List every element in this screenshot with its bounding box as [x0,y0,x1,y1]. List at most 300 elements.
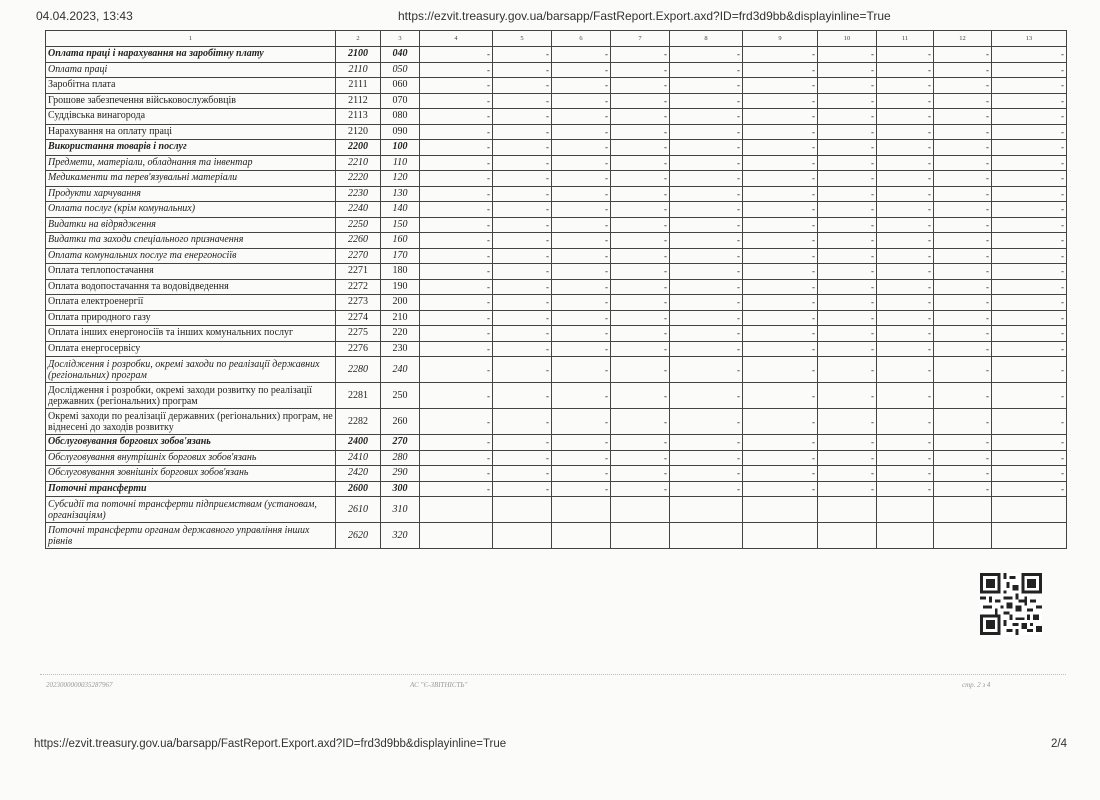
row-code: 060 [381,78,420,94]
value-cell: - [493,171,552,187]
column-number-8: 8 [670,31,743,47]
value-cell: - [934,481,992,497]
value-cell: - [670,140,743,156]
value-cell: - [992,78,1067,94]
row-code: 170 [381,248,420,264]
value-cell: - [611,383,670,409]
value-cell: - [818,124,877,140]
value-cell: - [670,248,743,264]
kekv-code: 2110 [336,62,381,78]
value-cell: - [552,357,611,383]
value-cell: - [493,450,552,466]
value-cell: - [934,124,992,140]
table-row [46,450,1067,466]
value-cell: - [493,295,552,311]
value-cell: - [992,217,1067,233]
value-cell: - [552,450,611,466]
value-cell: - [743,124,818,140]
row-code: 310 [381,497,420,523]
table-row [46,62,1067,78]
value-cell: - [552,62,611,78]
value-cell: - [877,357,934,383]
table-row [46,310,1067,326]
value-cell: - [493,109,552,125]
value-cell: - [670,450,743,466]
value-cell: - [552,233,611,249]
row-code: 110 [381,155,420,171]
value-cell [818,523,877,549]
value-cell: - [493,326,552,342]
kekv-code: 2273 [336,295,381,311]
row-code: 140 [381,202,420,218]
kekv-code: 2610 [336,497,381,523]
value-cell: - [420,326,493,342]
value-cell: - [552,310,611,326]
value-cell: - [611,233,670,249]
value-cell: - [818,279,877,295]
value-cell: - [420,341,493,357]
value-cell: - [934,171,992,187]
table-row [46,78,1067,94]
value-cell [743,497,818,523]
table-row [46,383,1067,409]
table-row [46,155,1067,171]
value-cell: - [493,186,552,202]
value-cell: - [611,171,670,187]
row-label: Обслуговування боргових зобов'язань [46,435,336,451]
value-cell: - [934,409,992,435]
value-cell: - [670,326,743,342]
row-code: 230 [381,341,420,357]
value-cell: - [934,450,992,466]
value-cell: - [818,202,877,218]
value-cell: - [493,233,552,249]
value-cell: - [992,409,1067,435]
value-cell: - [743,435,818,451]
value-cell: - [992,202,1067,218]
value-cell: - [420,78,493,94]
value-cell: - [552,466,611,482]
value-cell: - [877,78,934,94]
value-cell: - [992,481,1067,497]
row-code: 180 [381,264,420,280]
value-cell: - [670,78,743,94]
table-row [46,264,1067,280]
value-cell: - [934,93,992,109]
row-code: 280 [381,450,420,466]
table-row [46,409,1067,435]
row-label: Заробітна плата [46,78,336,94]
column-number-4: 4 [420,31,493,47]
value-cell: - [992,466,1067,482]
value-cell: - [611,186,670,202]
value-cell: - [934,186,992,202]
row-code: 240 [381,357,420,383]
value-cell: - [670,409,743,435]
value-cell: - [670,217,743,233]
value-cell: - [743,171,818,187]
value-cell: - [493,155,552,171]
value-cell: - [670,186,743,202]
table-row [46,248,1067,264]
value-cell: - [818,47,877,63]
value-cell: - [818,140,877,156]
value-cell: - [552,202,611,218]
value-cell: - [818,78,877,94]
value-cell: - [992,233,1067,249]
kekv-code: 2400 [336,435,381,451]
value-cell [670,497,743,523]
value-cell [743,523,818,549]
value-cell: - [611,62,670,78]
row-code: 040 [381,47,420,63]
value-cell: - [877,186,934,202]
row-code: 290 [381,466,420,482]
table-row [46,357,1067,383]
value-cell: - [420,481,493,497]
value-cell: - [818,326,877,342]
value-cell: - [611,409,670,435]
value-cell: - [552,186,611,202]
value-cell: - [992,140,1067,156]
value-cell: - [992,155,1067,171]
row-code: 320 [381,523,420,549]
row-label: Дослідження і розробки, окремі заходи розвитку по реалізації державних (регіональних) програм [46,383,336,409]
value-cell: - [493,357,552,383]
kekv-code: 2275 [336,326,381,342]
column-number-10: 10 [818,31,877,47]
value-cell: - [493,140,552,156]
kekv-code: 2111 [336,78,381,94]
value-cell: - [877,310,934,326]
table-row [46,202,1067,218]
row-label: Видатки та заходи спеціального призначення [46,233,336,249]
kekv-code: 2250 [336,217,381,233]
value-cell: - [743,450,818,466]
value-cell: - [743,202,818,218]
value-cell: - [420,466,493,482]
row-label: Оплата інших енергоносіїв та інших комунальних послуг [46,326,336,342]
row-code: 090 [381,124,420,140]
table-row [46,435,1067,451]
value-cell [552,523,611,549]
table-row [46,47,1067,63]
value-cell: - [934,295,992,311]
kekv-code: 2120 [336,124,381,140]
value-cell: - [420,435,493,451]
value-cell: - [420,93,493,109]
value-cell [877,523,934,549]
value-cell: - [743,248,818,264]
value-cell: - [670,109,743,125]
value-cell: - [743,109,818,125]
value-cell: - [877,171,934,187]
row-code: 070 [381,93,420,109]
subfooter-divider [40,674,1066,676]
value-cell: - [493,124,552,140]
value-cell: - [420,233,493,249]
value-cell: - [420,155,493,171]
value-cell: - [877,383,934,409]
value-cell: - [670,383,743,409]
value-cell: - [552,217,611,233]
value-cell: - [992,109,1067,125]
value-cell: - [611,357,670,383]
value-cell: - [552,109,611,125]
value-cell: - [818,310,877,326]
value-cell: - [670,279,743,295]
row-code: 050 [381,62,420,78]
value-cell: - [743,217,818,233]
value-cell: - [611,295,670,311]
print-url-header: https://ezvit.treasury.gov.ua/barsapp/FastReport.Export.axd?ID=frd3d9bb&displayinline=True [398,9,891,23]
row-label: Нарахування на оплату праці [46,124,336,140]
table-row [46,481,1067,497]
value-cell [877,497,934,523]
value-cell [611,497,670,523]
value-cell: - [670,62,743,78]
value-cell: - [992,383,1067,409]
table-row [46,466,1067,482]
value-cell: - [934,248,992,264]
value-cell: - [877,155,934,171]
value-cell: - [743,140,818,156]
value-cell: - [420,279,493,295]
value-cell: - [552,409,611,435]
value-cell: - [611,326,670,342]
kekv-code: 2282 [336,409,381,435]
value-cell: - [934,279,992,295]
value-cell: - [611,140,670,156]
value-cell: - [611,466,670,482]
value-cell: - [420,264,493,280]
value-cell: - [934,233,992,249]
kekv-code: 2276 [336,341,381,357]
value-cell: - [877,248,934,264]
value-cell: - [934,435,992,451]
value-cell: - [743,155,818,171]
value-cell: - [611,264,670,280]
kekv-code: 2260 [336,233,381,249]
value-cell: - [670,481,743,497]
value-cell: - [552,326,611,342]
value-cell: - [611,248,670,264]
row-code: 080 [381,109,420,125]
value-cell: - [611,435,670,451]
value-cell: - [611,78,670,94]
row-code: 270 [381,435,420,451]
row-code: 250 [381,383,420,409]
value-cell: - [552,140,611,156]
value-cell: - [420,217,493,233]
value-cell: - [420,171,493,187]
value-cell: - [877,481,934,497]
value-cell: - [877,109,934,125]
page-number: 2/4 [1051,738,1067,750]
print-date: 04.04.2023, 13:43 [36,9,133,23]
value-cell [934,497,992,523]
value-cell: - [934,466,992,482]
kekv-code: 2274 [336,310,381,326]
row-label: Поточні трансферти [46,481,336,497]
value-cell: - [552,295,611,311]
value-cell [670,523,743,549]
value-cell: - [493,466,552,482]
value-cell: - [611,109,670,125]
row-label: Медикаменти та перев'язувальні матеріали [46,171,336,187]
value-cell: - [670,124,743,140]
value-cell: - [670,202,743,218]
value-cell: - [934,341,992,357]
value-cell: - [818,357,877,383]
column-number-2: 2 [336,31,381,47]
table-row [46,186,1067,202]
row-label: Видатки на відрядження [46,217,336,233]
value-cell: - [552,47,611,63]
value-cell: - [992,310,1067,326]
row-code: 200 [381,295,420,311]
value-cell: - [611,481,670,497]
table-row [46,326,1067,342]
value-cell: - [818,295,877,311]
kekv-code: 2271 [336,264,381,280]
value-cell: - [818,233,877,249]
value-cell: - [877,450,934,466]
value-cell: - [934,47,992,63]
value-cell [934,523,992,549]
row-label: Оплата праці і нарахування на заробітну плату [46,47,336,63]
row-label: Продукти харчування [46,186,336,202]
value-cell: - [420,248,493,264]
value-cell: - [552,155,611,171]
value-cell: - [420,124,493,140]
value-cell: - [552,171,611,187]
row-label: Оплата комунальних послуг та енергоносіїв [46,248,336,264]
value-cell: - [934,357,992,383]
value-cell: - [670,171,743,187]
value-cell: - [493,310,552,326]
value-cell: - [420,357,493,383]
value-cell [992,497,1067,523]
value-cell: - [743,62,818,78]
value-cell [611,523,670,549]
value-cell: - [670,155,743,171]
value-cell: - [818,481,877,497]
value-cell: - [877,341,934,357]
value-cell [552,497,611,523]
value-cell [493,523,552,549]
kekv-code: 2420 [336,466,381,482]
value-cell: - [420,62,493,78]
kekv-code: 2410 [336,450,381,466]
value-cell: - [493,47,552,63]
row-label: Дослідження і розробки, окремі заходи по реалізації державних (регіональних) програм [46,357,336,383]
kekv-code: 2240 [336,202,381,218]
value-cell: - [420,202,493,218]
value-cell: - [743,264,818,280]
value-cell: - [493,93,552,109]
value-cell: - [670,93,743,109]
value-cell: - [992,62,1067,78]
value-cell: - [743,186,818,202]
value-cell: - [420,186,493,202]
table-row [46,124,1067,140]
row-code: 150 [381,217,420,233]
value-cell: - [818,341,877,357]
value-cell: - [818,171,877,187]
row-label: Використання товарів і послуг [46,140,336,156]
value-cell: - [493,217,552,233]
value-cell: - [934,202,992,218]
report-body [46,47,1067,549]
value-cell: - [877,326,934,342]
table-row [46,279,1067,295]
kekv-code: 2113 [336,109,381,125]
row-code: 190 [381,279,420,295]
value-cell: - [611,124,670,140]
value-cell: - [611,47,670,63]
column-number-5: 5 [493,31,552,47]
value-cell: - [934,155,992,171]
value-cell: - [743,93,818,109]
row-label: Предмети, матеріали, обладнання та інвентар [46,155,336,171]
row-label: Обслуговування внутрішніх боргових зобов'язань [46,450,336,466]
value-cell: - [818,248,877,264]
value-cell: - [877,279,934,295]
value-cell: - [743,341,818,357]
value-cell: - [611,341,670,357]
row-label: Оплата природного газу [46,310,336,326]
row-label: Суддівська винагорода [46,109,336,125]
value-cell: - [934,326,992,342]
row-code: 220 [381,326,420,342]
value-cell [493,497,552,523]
value-cell: - [611,279,670,295]
value-cell: - [552,248,611,264]
value-cell: - [992,326,1067,342]
row-label: Оплата водопостачання та водовідведення [46,279,336,295]
value-cell: - [420,295,493,311]
value-cell: - [877,409,934,435]
subfooter-page: стр. 2 з 4 [962,681,991,689]
value-cell: - [992,295,1067,311]
value-cell: - [552,78,611,94]
value-cell: - [420,383,493,409]
column-number-row [46,31,1067,47]
value-cell: - [611,450,670,466]
row-label: Окремі заходи по реалізації державних (регіональних) програм, не віднесені до заходів розвитку [46,409,336,435]
value-cell: - [934,140,992,156]
value-cell: - [992,171,1067,187]
value-cell: - [934,264,992,280]
row-label: Поточні трансферти органам державного управління інших рівнів [46,523,336,549]
value-cell: - [670,435,743,451]
value-cell: - [493,481,552,497]
value-cell: - [877,47,934,63]
print-url-footer: https://ezvit.treasury.gov.ua/barsapp/FastReport.Export.axd?ID=frd3d9bb&displayinline=True [34,738,507,750]
value-cell: - [818,435,877,451]
kekv-code: 2210 [336,155,381,171]
kekv-code: 2272 [336,279,381,295]
system-name: АС "Є-ЗВІТНІСТЬ" [410,681,468,689]
row-label: Оплата послуг (крім комунальних) [46,202,336,218]
value-cell: - [992,279,1067,295]
value-cell: - [420,140,493,156]
value-cell: - [743,78,818,94]
value-cell: - [992,264,1067,280]
kekv-code: 2230 [336,186,381,202]
value-cell: - [552,279,611,295]
